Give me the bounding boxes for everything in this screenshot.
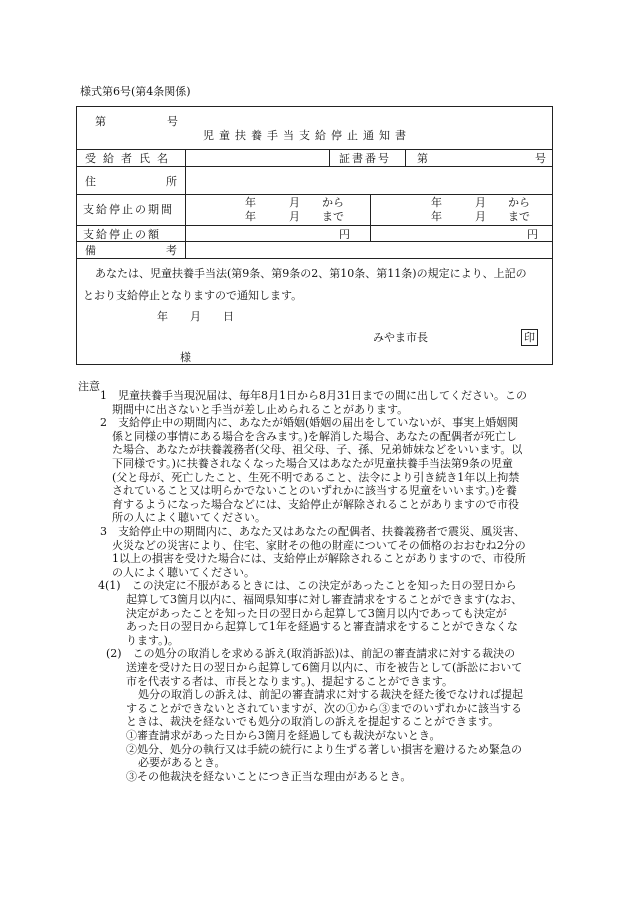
note-line: ③その他裁決を経ないことにつき正当な理由があるとき。 [126, 769, 412, 783]
address-label: 住所 [85, 175, 247, 188]
rule-2 [77, 166, 552, 167]
note-line: 3 支給停止中の期間内に、あなた又はあなたの配偶者、扶養義務者で震災、風災害、 [100, 525, 525, 538]
issue-date: 年 月 日 [157, 310, 234, 323]
notice-title: 児童扶養手当支給停止通知書 [203, 129, 411, 142]
cert-rule-left [329, 149, 330, 166]
notes-heading: 注意 [78, 380, 100, 393]
note-line: 必要があるとき。 [138, 756, 226, 770]
rule-4 [77, 225, 552, 226]
note-line: 1以上の損害を受けた場合には、支給停止が解除されることがありますので、市役所 [112, 552, 526, 566]
notice-frame [76, 106, 553, 365]
cert-rule-right [405, 149, 406, 166]
label-column-rule [185, 149, 186, 258]
note-line: ①審査請求があった日から3箇月を経過しても裁決がないとき。 [126, 729, 441, 742]
note-line: 2 支給停止中の期間内に、あなたが婚姻(婚姻の届出をしていないが、事実上婚姻関 [100, 416, 519, 430]
note-line: 係と同様の事情にある場合を含みます。)を解消した場合、あなたの配偶者が死亡し [112, 429, 517, 443]
body-line-1: あなたは、児童扶養手当法(第9条、第9条の2、第10条、第11条)の規定により、上記の [95, 267, 527, 280]
note-line: 下同様です。)に扶養されなくなった場合又はあなたが児童扶養手当法第9条の児童 [112, 457, 513, 470]
period-from-1: 年 月 から [245, 196, 344, 209]
rule-5 [77, 241, 552, 242]
note-line: 市を代表する者は、市長となります。)、提起することができます。 [126, 674, 454, 688]
note-line: あった日の翌日から起算して1年を経過すると審査請求をすることができなくな [126, 620, 518, 634]
note-line: (父と母が、死亡したこと、生死不明であること、法令により引き続き1年以上拘禁 [112, 470, 520, 484]
note-line: 処分の取消しの訴えは、前記の審査請求に対する裁決を経た後でなければ提起 [138, 688, 523, 702]
mayor-name: みやま市長 [373, 331, 428, 344]
rule-6 [77, 258, 552, 259]
note-line: 送達を受けた日の翌日から起算して6箇月以内に、市を被告として(訴訟において [126, 661, 523, 674]
amount-label: 支給停止の額 [83, 228, 161, 241]
official-seal: 印 [521, 329, 538, 346]
number-dai: 第 [95, 115, 106, 128]
note-line: 所の人によく聴いてください。 [112, 511, 266, 525]
note-line: ときは、裁決を経ないでも処分の取消しの訴えを提起することができます。 [126, 715, 500, 729]
rule-3 [77, 194, 552, 195]
body-line-2: とおり支給停止となりますので通知します。 [83, 289, 303, 302]
note-line: の人によく聴いてください。 [112, 565, 255, 579]
rule-1 [77, 149, 552, 150]
note-line: 1 児童扶養手当現況届は、毎年8月1日から8月31日までの間に出してください。この [100, 389, 527, 402]
note-line: ります。)。 [126, 633, 179, 647]
yen-1: 円 [339, 228, 350, 241]
note-line: 期間中に出さないと手当が差し止められることがあります。 [112, 402, 409, 416]
period-to-1: 年 月 まで [245, 210, 344, 223]
note-line: することができないとされていますが、次の①から③までのいずれかに該当する [126, 701, 522, 715]
note-line: 4(1) この決定に不服があるときには、この決定があったことを知った日の翌日から [98, 579, 517, 593]
note-line: 火災などの災害により、住宅、家財その他の財産についてその価格のおおむね2分の [112, 538, 526, 552]
note-line: 育するようになった場合などには、支給停止が解除されることがありますので市役 [112, 497, 519, 511]
cert-label: 証書番号 [339, 152, 391, 165]
period-from-2: 年 月 から [431, 196, 530, 209]
period-to-2: 年 月 まで [431, 210, 530, 223]
addressee-sama: 様 [180, 351, 191, 364]
note-line: た場合、あなたが扶養義務者(父母、祖父母、子、孫、兄弟姉妹などをいいます。以 [112, 443, 523, 457]
yen-2: 円 [527, 228, 538, 241]
note-line: されていること又は明らかでないことのいずれかに該当する児童をいいます。)を養 [112, 484, 517, 498]
number-go: 号 [167, 115, 178, 128]
note-line: 決定があったことを知った日の翌日から起算して3箇月以内であっても決定が [126, 606, 507, 620]
recipient-label: 受給者氏名 [85, 152, 175, 165]
remarks-label: 備考 [85, 244, 247, 257]
note-line: ②処分、処分の執行又は手続の続行により生ずる著しい損害を避けるため緊急の [126, 742, 522, 756]
period-label: 支給停止の期間 [83, 203, 174, 216]
cert-go: 号 [535, 152, 546, 165]
note-line: (2) この処分の取消しを求める訴え(取消訴訟)は、前記の審査請求に対する裁決の [106, 647, 516, 661]
form-id: 様式第6号(第4条関係) [80, 85, 191, 98]
cert-dai: 第 [417, 152, 428, 165]
period-mid-rule [370, 194, 371, 241]
note-line: 起算して3箇月以内に、福岡県知事に対し審査請求をすることができます(なお、 [126, 593, 523, 606]
